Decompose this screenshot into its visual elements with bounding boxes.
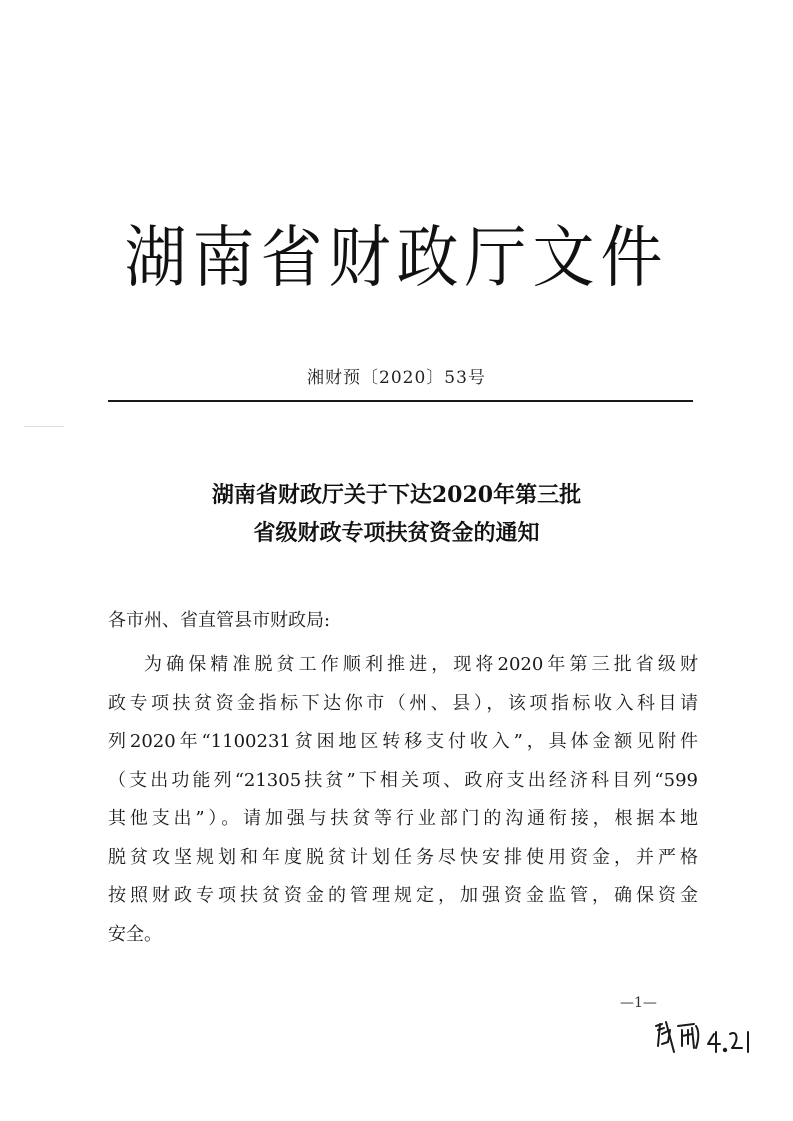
body-line: （支出功能列“21305扶贫”下相关项、政府支出经济科目列“599 — [108, 769, 698, 791]
notice-title — [0, 476, 793, 552]
notice-title-line-2: 省级财政专项扶贫资金的通知 — [253, 520, 540, 546]
header-divider — [108, 400, 693, 402]
handwritten-signature — [648, 1012, 758, 1062]
document-number: 湘财预〔2020〕53号 — [307, 368, 486, 388]
body-line: 按照财政专项扶贫资金的管理规定，加强资金监管，确保资金 — [108, 885, 698, 906]
body-line: 政专项扶贫资金指标下达你市（州、县），该项指标收入科目请 — [108, 692, 698, 714]
body-line: 脱贫攻坚规划和年度脱贫计划任务尽快安排使用资金，并严格 — [108, 846, 698, 868]
body-paragraph — [108, 646, 698, 954]
body-line: 安全。 — [108, 923, 162, 945]
body-line: 其他支出”）。请加强与扶贫等行业部门的沟通衔接，根据本地 — [108, 808, 698, 829]
salutation: 各市州、省直管县市财政局: — [108, 610, 331, 631]
page-number: —1— — [620, 995, 657, 1011]
document-header-title: 湖南省财政厅文件 — [124, 218, 669, 297]
body-line: 为确保精准脱贫工作顺利推进，现将2020年第三批省级财 — [144, 654, 698, 675]
body-line: 列2020年“1100231贫困地区转移支付收入”，具体金额见附件 — [108, 731, 698, 752]
scan-artifact — [24, 426, 64, 427]
notice-title-line-1: 湖南省财政厅关于下达2020年第三批 — [211, 482, 582, 508]
